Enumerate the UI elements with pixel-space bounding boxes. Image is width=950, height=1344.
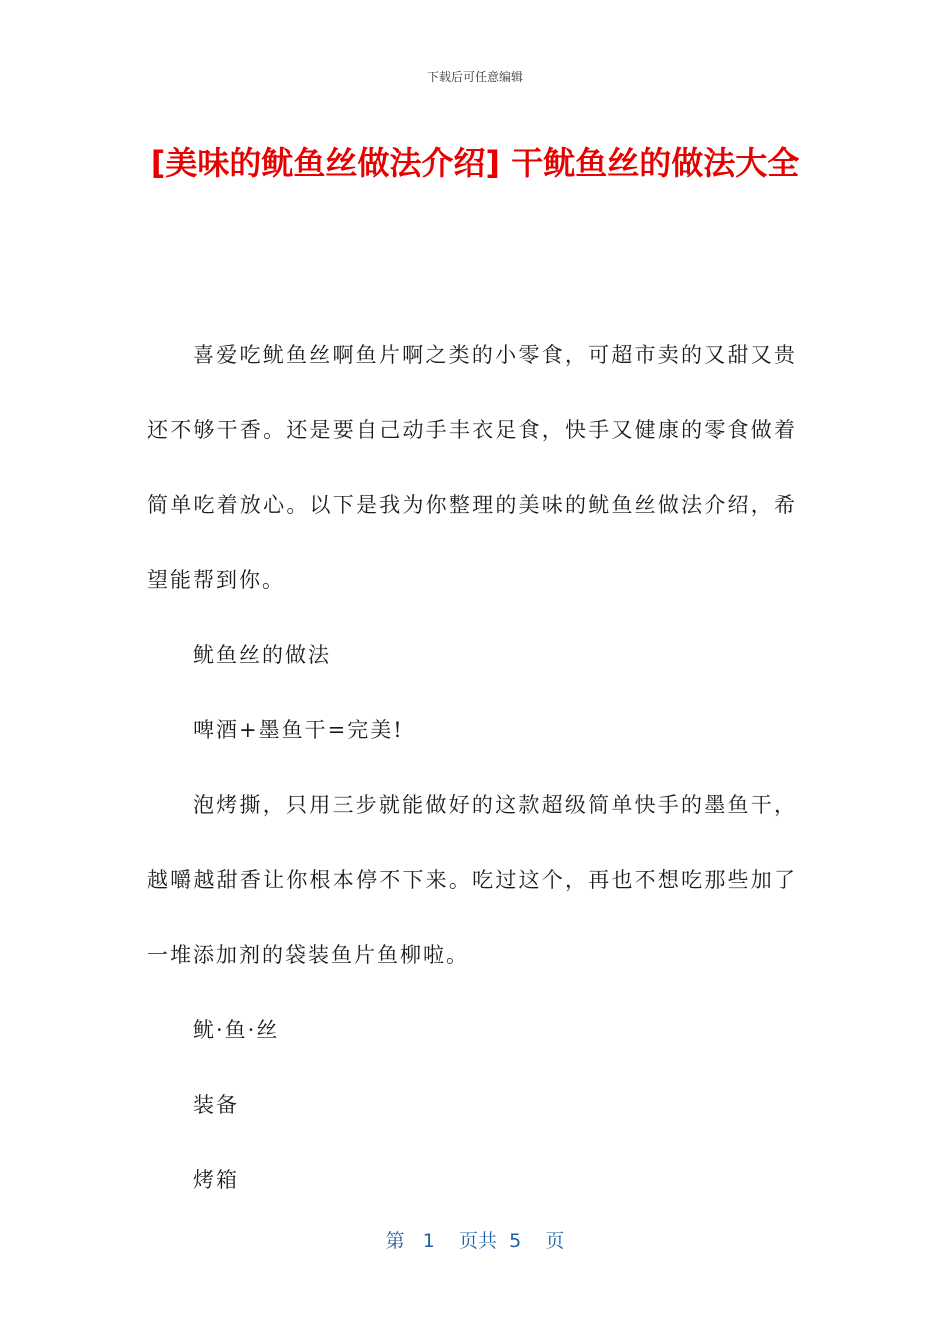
- footer-suffix: 页: [545, 1230, 565, 1252]
- footer-middle: 页共: [459, 1230, 498, 1252]
- paragraph-intro: 喜爱吃鱿鱼丝啊鱼片啊之类的小零食，可超市卖的又甜又贵还不够干香。还是要自己动手丰衣足食，快手又健康的零食做着简单吃着放心。以下是我为你整理的美味的鱿鱼丝做法介绍，希望能帮到你。: [147, 343, 797, 592]
- paragraph-tagline: 啤酒+墨鱼干=完美!: [193, 718, 404, 742]
- document-title: [美味的鱿鱼丝做法介绍] 干鱿鱼丝的做法大全: [150, 144, 800, 182]
- paragraph-section-heading: 鱿鱼丝的做法: [193, 643, 331, 667]
- paragraph-recipe-name: 鱿·鱼·丝: [193, 1018, 280, 1042]
- page-footer: [0, 1226, 950, 1253]
- paragraph-equipment-heading: 装备: [193, 1093, 239, 1117]
- page-header-note: 下载后可任意编辑: [426, 70, 523, 84]
- document-body: [147, 318, 797, 1218]
- footer-current-page: 1: [422, 1230, 435, 1252]
- footer-prefix: 第: [385, 1230, 405, 1252]
- paragraph-description: 泡烤撕，只用三步就能做好的这款超级简单快手的墨鱼干，越嚼越甜香让你根本停不下来。吃过这个，再也不想吃那些加了一堆添加剂的袋装鱼片鱼柳啦。: [147, 793, 797, 967]
- paragraph-equipment-item: 烤箱: [193, 1168, 239, 1192]
- footer-total-pages: 5: [509, 1230, 522, 1252]
